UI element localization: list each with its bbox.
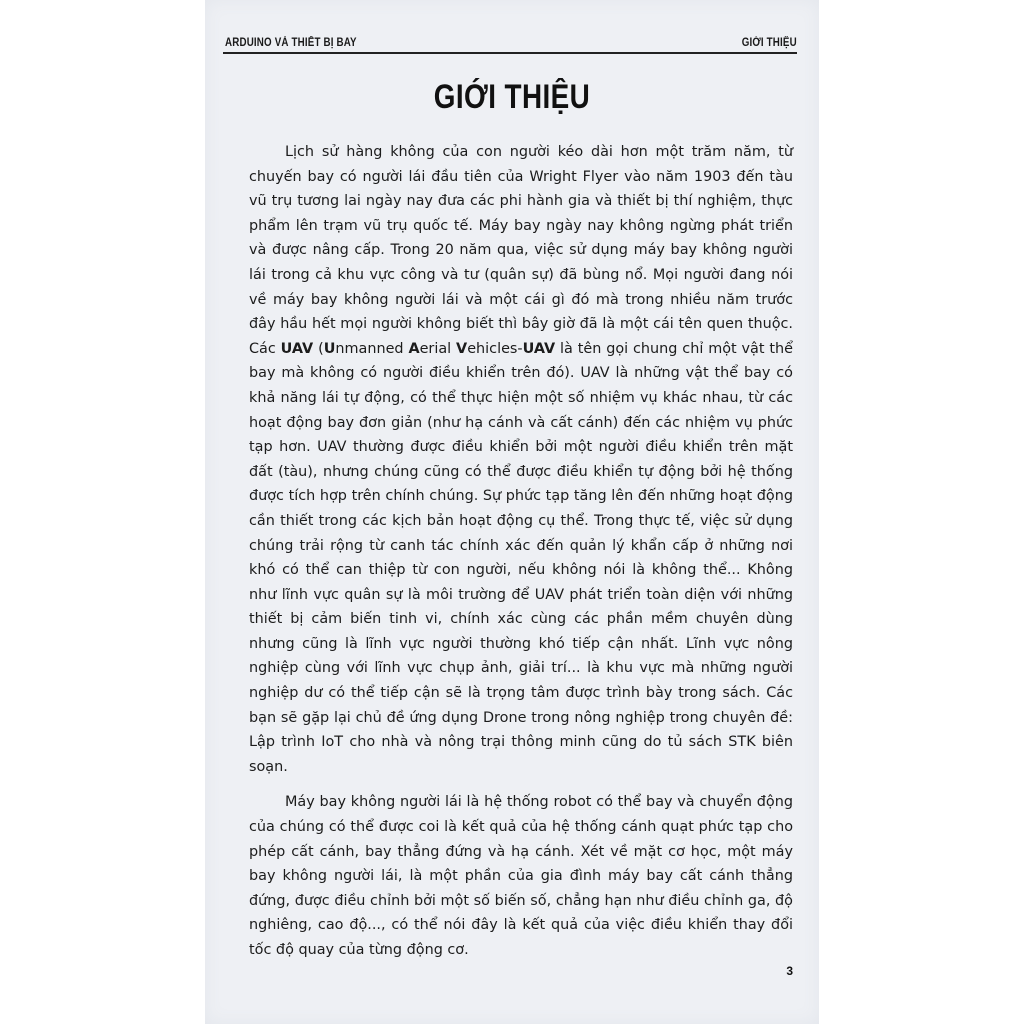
running-header xyxy=(223,30,797,54)
uav-term: UAV xyxy=(522,340,556,357)
page-number: 3 xyxy=(786,964,793,978)
chapter-title: GIỚI THIỆU xyxy=(433,78,591,116)
paragraph-2: Máy bay không người lái là hệ thống robot có thể bay và chuyển động của chúng có thể được coi là kết quả của hệ thống cánh quạt phức tạp cho phép cất cánh, bay thẳng đứng và hạ cánh. Xét về mặt cơ học, một máy bay không người lái, là một phần của gia đình máy bay cất cánh thẳng đứng, được điều chỉnh bởi một số biến số, chẳng hạn như điều chỉnh ga, độ nghiêng, cao độ..., có thể nói đây là kết quả của việc điều khiển thay đổi tốc độ quay của từng động cơ. xyxy=(249,794,793,958)
uav-term: UAV xyxy=(280,340,314,357)
header-book-title: ARDUINO VÀ THIẾT BỊ BAY xyxy=(225,37,357,49)
book-page xyxy=(205,0,819,1024)
header-chapter-title: GIỚI THIỆU xyxy=(741,37,797,49)
paragraph-1: Lịch sử hàng không của con người kéo dài hơn một trăm năm, từ chuyến bay có người lái đầu tiên của Wright Flyer vào năm 1903 đến tàu vũ trụ tương lai ngày nay đưa các phi hành gia và thiết bị thí nghiệm, thực phẩm lên trạm vũ trụ quốc tế. Máy bay ngày nay không ngừng phát triển và được nâng cấp. Trong 20 năm qua, việc sử dụng máy bay không người lái trong cả khu vực công và tư (quân sự) đã bùng nổ. Mọi người đang nói về máy bay không người lái và một cái gì đó mà trong nhiều năm trước đây hầu hết mọi người không biết thì bây giờ đã là một cái tên quen thuộc. Các UAV (Unmanned Aerial Vehicles-UAV là tên gọi chung chỉ một vật thể bay mà không có người điều khiển trên đó). UAV là những vật thể bay có khả năng lái tự động, có thể thực hiện một số nhiệm vụ khác nhau, từ các hoạt động bay đơn giản (như hạ cánh và cất cánh) đến các nhiệm vụ phức tạp hơn. UAV thường được điều khiển bởi một người điều khiển trên mặt đất (tàu), nhưng chúng cũng có thể được điều khiển tự động bởi hệ thống được tích hợp trên chính chúng. Sự phức tạp tăng lên đến những hoạt động cần thiết trong các kịch bản hoạt động cụ thể. Trong thực tế, việc sử dụng chúng trải rộng từ canh tác chính xác đến quản lý khẩn cấp ở những nơi khó có thể can thiệp từ con người, nếu không nói là không thể... Không như lĩnh vực quân sự là môi trường để UAV phát triển toàn diện với những thiết bị cảm biến tinh vi, chính xác cùng các phần mềm chuyên dùng nhưng cũng là lĩnh vực người thường khó tiếp cận nhất. Lĩnh vực nông nghiệp cùng với lĩnh vực chụp ảnh, giải trí... là khu vực mà những người nghiệp dư có thể tiếp cận sẽ là trọng tâm được trình bày trong sách. Các bạn sẽ gặp lại chủ đề ứng dụng Drone trong nông nghiệp trong chuyên đề: Lập trình IoT cho nhà và nông trại thông minh cũng do tủ sách STK biên soạn. xyxy=(249,144,793,775)
body-text xyxy=(249,140,793,963)
